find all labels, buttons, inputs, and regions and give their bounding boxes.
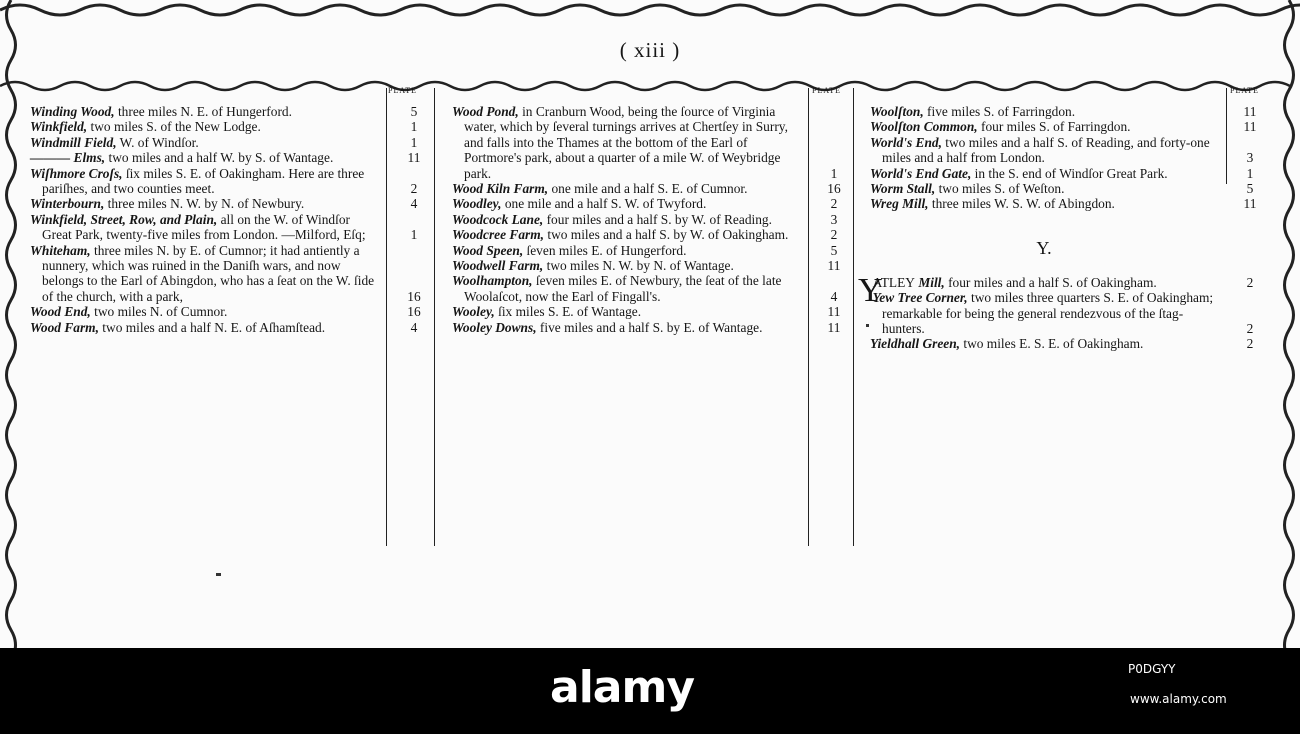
gazetteer-entry xyxy=(452,258,856,273)
gazetteer-entry xyxy=(30,196,436,211)
plate-number: 3 xyxy=(830,211,838,227)
entry-description: four miles S. of Farringdon. xyxy=(977,119,1131,135)
entry-description: two miles and a half S. of Reading, and forty-one miles and a half from London. xyxy=(882,134,1210,166)
gazetteer-entry xyxy=(452,304,856,319)
plate-number: 5 xyxy=(1246,181,1254,197)
gazetteer-column-1 xyxy=(30,104,436,335)
entry-description: in Cranburn Wood, being the ſource of Virginia water, which by ſeveral turnings arrives at Chertſey in Surry, and falls into the Thames at the bottom of the Earl of Portmore's park, about a quarter of a mile W. of Weybridge park. xyxy=(464,104,788,181)
entry-description: three miles W. S. W. of Abingdon. xyxy=(928,196,1115,212)
entry-description: one mile and a half S. W. of Twyford. xyxy=(501,196,707,212)
place-name: World's End Gate, xyxy=(870,165,972,181)
gazetteer-entry xyxy=(870,336,1272,351)
plate-number: 16 xyxy=(407,288,421,304)
gazetteer-entry xyxy=(30,243,436,305)
entry-description: all on the W. of Windſor Great Park, twenty-five miles from London. —Milford, Eſq; xyxy=(42,211,366,243)
ink-speck xyxy=(866,324,869,327)
gazetteer-entry xyxy=(870,119,1272,134)
gazetteer-entry xyxy=(30,212,436,243)
plate-number: 1 xyxy=(410,134,418,150)
gazetteer-entry xyxy=(870,196,1272,211)
gazetteer-column-3 xyxy=(858,104,1272,352)
gazetteer-entry xyxy=(30,150,436,165)
gazetteer-entry xyxy=(452,243,856,258)
plate-number: 11 xyxy=(827,258,841,274)
plate-number: 11 xyxy=(827,319,841,335)
plate-number: 4 xyxy=(410,319,418,335)
entry-description: two miles and a half W. by S. of Wantage. xyxy=(105,150,334,166)
watermark-image-id: P0DGYY xyxy=(1128,662,1176,676)
plate-number: 3 xyxy=(1246,150,1254,166)
place-name: Wiſhmore Croſs, xyxy=(30,165,123,181)
place-name: Woolſton Common, xyxy=(870,119,978,135)
entry-description: two miles N. of Cumnor. xyxy=(90,304,228,320)
place-name: Wood Farm, xyxy=(30,319,99,335)
place-name: ——— Elms, xyxy=(30,150,106,166)
plate-number: 1 xyxy=(1246,165,1254,181)
gazetteer-entry xyxy=(870,166,1272,181)
place-name: Winkfield, Street, Row, and Plain, xyxy=(30,211,218,227)
entry-description: three miles N. E. of Hungerford. xyxy=(114,104,292,119)
plate-number: 2 xyxy=(830,227,838,243)
gazetteer-entry xyxy=(452,181,856,196)
right-vine-border xyxy=(1278,0,1300,648)
plate-number: 16 xyxy=(827,181,841,197)
plate-number: 2 xyxy=(410,181,418,197)
plate-number: 11 xyxy=(1243,119,1257,135)
gazetteer-column-2 xyxy=(452,104,856,335)
ink-speck xyxy=(216,573,221,576)
plate-number: 11 xyxy=(827,304,841,320)
gazetteer-entry xyxy=(30,166,436,197)
entry-description: one mile and a half S. E. of Cumnor. xyxy=(548,181,748,197)
entry-description: three miles N. W. by N. of Newbury. xyxy=(104,196,305,212)
entry-description: W. of Windſor. xyxy=(116,134,199,150)
entry-description: ſix miles S. E. of Wantage. xyxy=(494,304,642,320)
gazetteer-entry xyxy=(30,304,436,319)
entry-description: two miles S. of the New Lodge. xyxy=(87,119,261,135)
place-name: Woolhampton, xyxy=(452,273,533,289)
gazetteer-entry xyxy=(452,320,856,335)
place-name: Woodcock Lane, xyxy=(452,211,544,227)
plate-number: 2 xyxy=(1246,321,1254,337)
entry-description: two miles S. of Weſton. xyxy=(935,181,1065,197)
gazetteer-entry xyxy=(30,119,436,134)
watermark-bar xyxy=(0,648,1300,734)
plate-header: PLATE xyxy=(388,86,417,95)
plate-number: 2 xyxy=(1246,336,1254,352)
entry-description: three miles N. by E. of Cumnor; it had antiently a nunnery, which was ruined in the Daniſh wars, and now belongs to the Earl of Abingdon, who has a ſeat on the W. ſide of the church, with a park, xyxy=(42,242,375,304)
gazetteer-entry xyxy=(870,135,1272,166)
place-name: Wood Speen, xyxy=(452,242,524,258)
plate-number: 5 xyxy=(410,104,418,119)
place-name: Wood Kiln Farm, xyxy=(452,181,549,197)
gazetteer-entry xyxy=(452,104,856,181)
watermark-url: www.alamy.com xyxy=(1130,692,1227,706)
entry-description: two miles and a half N. E. of Aſhamſtead. xyxy=(98,319,326,335)
place-name: Yieldhall Green, xyxy=(870,336,961,352)
place-name: Worm Stall, xyxy=(870,181,936,197)
place-name: Wreg Mill, xyxy=(870,196,929,212)
place-name: Windmill Field, xyxy=(30,134,117,150)
gazetteer-entry xyxy=(452,273,856,304)
place-name: Wood Pond, xyxy=(452,104,519,119)
entry-description: ſix miles S. E. of Oakingham. Here are three pariſhes, and two counties meet. xyxy=(42,165,365,197)
plate-number: 1 xyxy=(410,119,418,135)
place-name: Woodcree Farm, xyxy=(452,227,544,243)
entry-description: in the S. end of Windſor Great Park. xyxy=(971,165,1168,181)
plate-number: 11 xyxy=(1243,104,1257,119)
entry-description: two miles three quarters S. E. of Oakingham; remarkable for being the general rendezvous of the ſtag-hunters. xyxy=(882,290,1214,337)
place-name: Wooley Downs, xyxy=(452,319,537,335)
place-name-caps: ATLEY xyxy=(872,274,915,290)
place-name: Wood End, xyxy=(30,304,91,320)
entry-description: four miles and a half S. of Oakingham. xyxy=(944,274,1157,290)
page-number: ( xiii ) xyxy=(619,38,681,62)
plate-number: 5 xyxy=(830,242,838,258)
plate-number: 11 xyxy=(1243,196,1257,212)
section-letter: Y. xyxy=(1036,237,1052,258)
plate-header: PLATE xyxy=(812,86,841,95)
entry-description: two miles E. S. E. of Oakingham. xyxy=(960,336,1144,352)
entry-description: two miles N. W. by N. of Wantage. xyxy=(543,258,734,274)
gazetteer-entry xyxy=(30,135,436,150)
entry-description: five miles S. of Farringdon. xyxy=(923,104,1076,119)
entry-description: ſeven miles E. of Hungerford. xyxy=(523,242,687,258)
gazetteer-entry xyxy=(870,104,1272,119)
gazetteer-entry xyxy=(452,212,856,227)
place-name: Woodwell Farm, xyxy=(452,258,544,274)
top-vine-border xyxy=(0,0,1300,20)
plate-number: 1 xyxy=(830,165,838,181)
entry-description: ſeven miles E. of Newbury, the ſeat of the late Woolaſcot, now the Earl of Fingall's. xyxy=(464,273,782,304)
place-name: Wooley, xyxy=(452,304,495,320)
place-name: Winkfield, xyxy=(30,119,88,135)
plate-number: 11 xyxy=(407,150,421,166)
gazetteer-entry xyxy=(870,290,1272,336)
plate-number: 2 xyxy=(830,196,838,212)
gazetteer-entry xyxy=(870,181,1272,196)
place-name: Woolſton, xyxy=(870,104,924,119)
place-name: Mill, xyxy=(914,274,945,290)
header-vine-border xyxy=(0,76,1300,96)
plate-number: 2 xyxy=(1246,274,1254,290)
place-name: Yew Tree Corner, xyxy=(872,290,968,306)
entry-description: two miles and a half S. by W. of Oakingham. xyxy=(544,227,789,243)
drop-cap: Y xyxy=(858,271,883,309)
entry-description: five miles and a half S. by E. of Wantage. xyxy=(536,319,763,335)
plate-number: 1 xyxy=(410,227,418,243)
gazetteer-entry xyxy=(30,104,436,119)
watermark-logo: alamy xyxy=(550,662,694,713)
plate-number: 4 xyxy=(410,196,418,212)
plate-header: PLATE xyxy=(1230,86,1259,95)
plate-number: 16 xyxy=(407,304,421,320)
left-vine-border xyxy=(0,0,22,648)
place-name: World's End, xyxy=(870,134,942,150)
gazetteer-entry xyxy=(30,320,436,335)
place-name: Woodley, xyxy=(452,196,502,212)
place-name: Winding Wood, xyxy=(30,104,115,119)
place-name: Whiteham, xyxy=(30,242,91,258)
place-name: Winterbourn, xyxy=(30,196,105,212)
plate-number: 4 xyxy=(830,288,838,304)
gazetteer-entry xyxy=(452,227,856,242)
entry-description: four miles and a half S. by W. of Reading. xyxy=(543,211,772,227)
gazetteer-entry xyxy=(452,196,856,211)
